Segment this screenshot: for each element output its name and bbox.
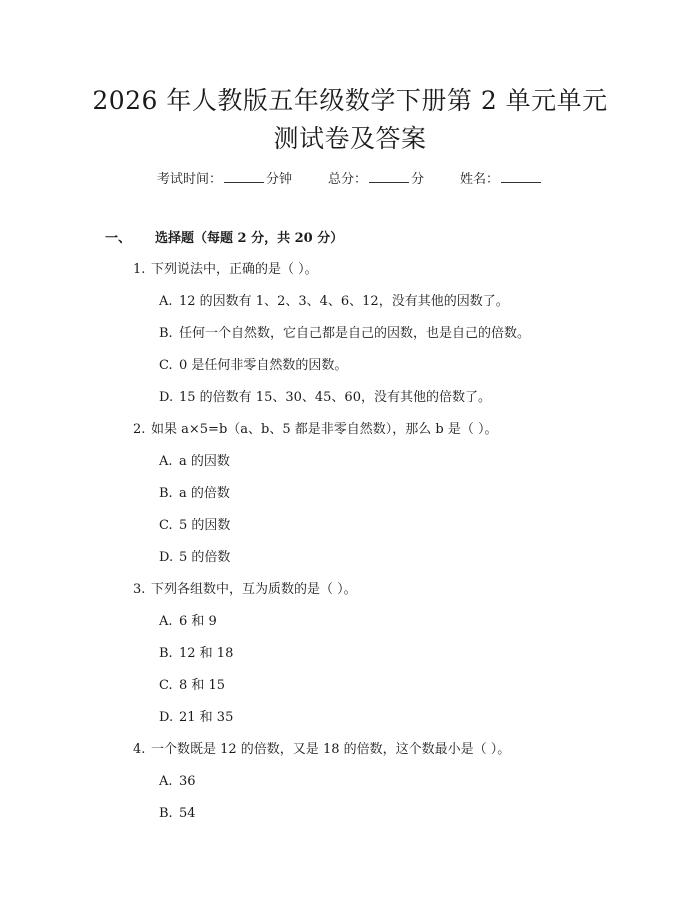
name-blank — [501, 170, 541, 183]
option-label: C. — [159, 358, 173, 373]
option-label: B. — [159, 646, 173, 661]
total-score-blank — [369, 170, 409, 183]
option-2a — [159, 453, 230, 471]
page-title: 2026 年人教版五年级数学下册第 2 单元单元测试卷及答案 — [92, 86, 608, 153]
question-3 — [133, 581, 357, 599]
exam-time-unit: 分钟 — [265, 172, 292, 187]
option-1b — [159, 325, 530, 343]
question-number: 2. — [133, 422, 146, 437]
option-text: 12 和 18 — [179, 646, 234, 661]
option-label: B. — [159, 326, 173, 341]
option-text: 12 的因数有 1、2、3、4、6、12，没有其他的因数了。 — [179, 294, 509, 309]
question-text: 一个数既是 12 的倍数，又是 18 的倍数，这个数最小是（ ）。 — [151, 742, 511, 757]
section-title: 选择题（每题 2 分，共 20 分） — [155, 231, 344, 246]
total-score-field — [328, 170, 424, 189]
option-label: D. — [159, 550, 174, 565]
option-2c — [159, 517, 230, 535]
question-number: 1. — [133, 262, 146, 277]
option-3d — [159, 709, 233, 727]
question-text: 如果 a×5=b（a、b、5 都是非零自然数），那么 b 是（ ）。 — [151, 422, 498, 437]
exam-time-blank — [224, 170, 264, 183]
option-3b — [159, 645, 233, 663]
option-1d — [159, 389, 491, 407]
question-number: 3. — [133, 582, 146, 597]
option-label: A. — [159, 454, 173, 469]
option-text: 5 的倍数 — [179, 550, 231, 565]
option-label: B. — [159, 486, 173, 501]
option-label: A. — [159, 774, 173, 789]
option-label: B. — [159, 806, 173, 821]
option-4a — [159, 773, 196, 791]
question-4 — [133, 741, 510, 759]
name-field — [460, 170, 543, 189]
option-3c — [159, 677, 225, 695]
option-text: 21 和 35 — [179, 710, 234, 725]
option-label: A. — [159, 614, 173, 629]
option-text: a 的因数 — [179, 454, 230, 469]
exam-time-field — [157, 170, 292, 189]
option-text: 6 和 9 — [179, 614, 217, 629]
exam-time-label: 考试时间： — [156, 172, 222, 187]
option-text: 5 的因数 — [179, 518, 231, 533]
option-4b — [159, 805, 196, 823]
question-number: 4. — [133, 742, 146, 757]
option-text: 15 的倍数有 15、30、45、60，没有其他的倍数了。 — [179, 390, 491, 405]
question-2 — [133, 421, 497, 439]
name-label: 姓名： — [460, 172, 500, 187]
option-text: 0 是任何非零自然数的因数。 — [179, 358, 348, 373]
question-text: 下列各组数中，互为质数的是（ ）。 — [151, 582, 357, 597]
option-3a — [159, 613, 217, 631]
option-text: 任何一个自然数，它自己都是自己的因数，也是自己的倍数。 — [179, 326, 531, 341]
total-score-label: 总分： — [327, 172, 367, 187]
question-1 — [133, 261, 318, 279]
option-label: A. — [159, 294, 173, 309]
option-1a — [159, 293, 509, 311]
section-heading — [105, 230, 343, 248]
option-2d — [159, 549, 230, 567]
option-label: C. — [159, 518, 173, 533]
option-text: 8 和 15 — [179, 678, 226, 693]
exam-info — [0, 170, 700, 189]
option-text: 54 — [179, 806, 196, 821]
option-label: D. — [159, 390, 174, 405]
option-text: a 的倍数 — [179, 486, 230, 501]
total-score-unit: 分 — [411, 172, 425, 187]
option-label: C. — [159, 678, 173, 693]
option-2b — [159, 485, 230, 503]
question-text: 下列说法中，正确的是（ ）。 — [151, 262, 318, 277]
section-number: 一、 — [105, 231, 132, 246]
option-1c — [159, 357, 347, 375]
option-label: D. — [159, 710, 174, 725]
option-text: 36 — [179, 774, 196, 789]
